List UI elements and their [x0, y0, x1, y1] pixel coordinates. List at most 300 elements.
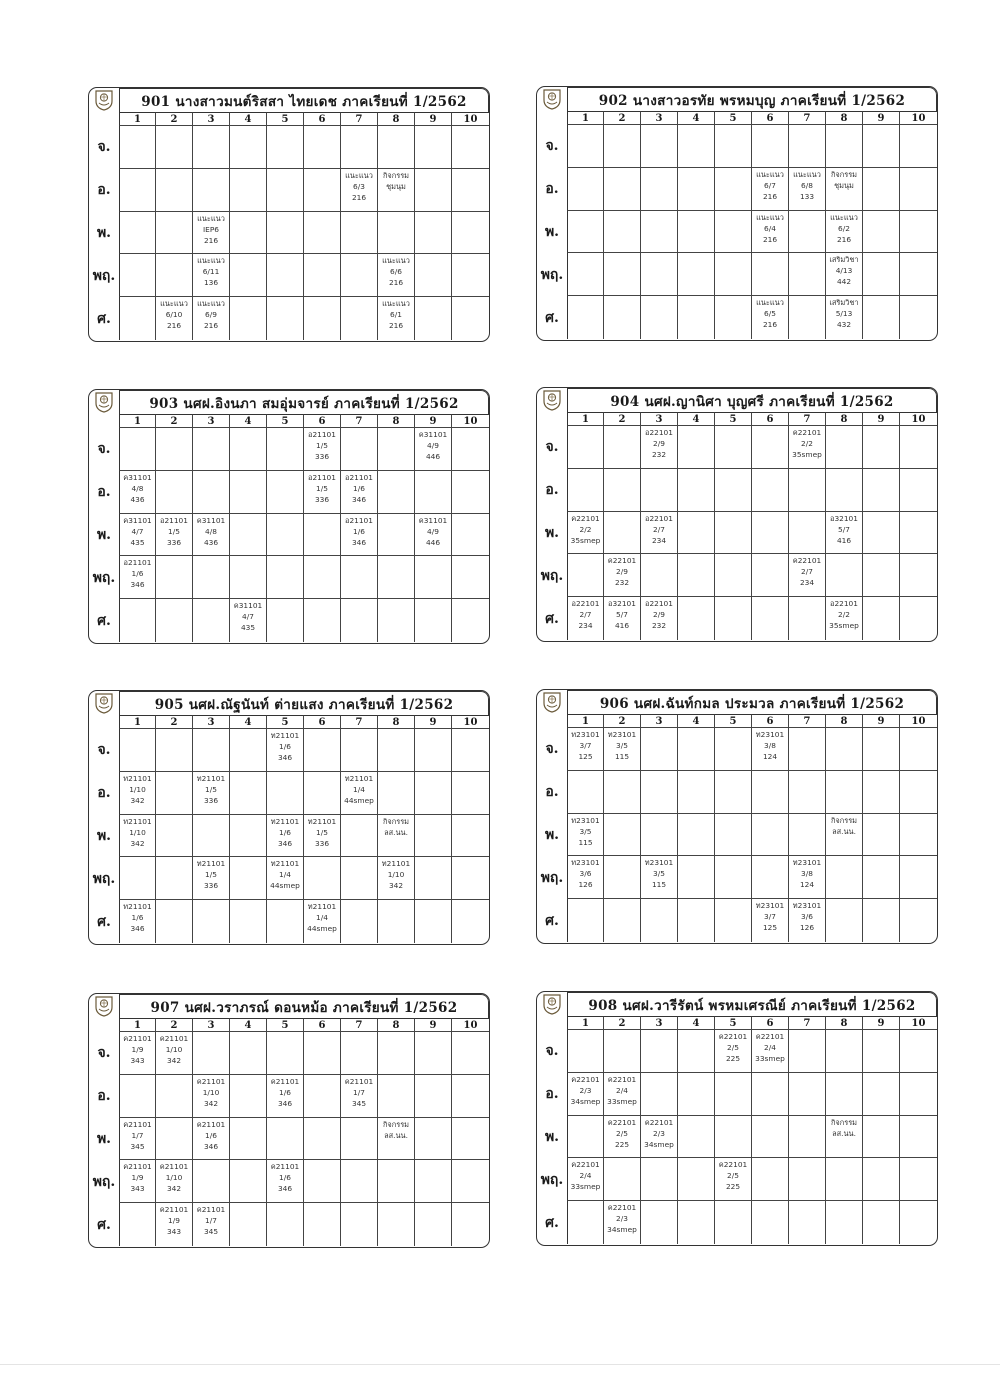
schedule-cell	[641, 296, 678, 339]
schedule-cell	[567, 512, 604, 555]
schedule-cell	[863, 597, 900, 640]
schedule-cell	[900, 1073, 937, 1116]
cell-line: 2/4	[579, 1171, 592, 1181]
schedule-cell	[304, 729, 341, 772]
schedule-cell	[641, 554, 678, 597]
day-label: พฤ.	[540, 1171, 564, 1188]
schedule-cell	[267, 900, 304, 943]
schedule-cell	[452, 126, 489, 169]
cell-line: ท21101	[123, 773, 152, 783]
schedule-cell	[304, 857, 341, 900]
cell-line: 6/6	[390, 267, 402, 277]
schedule-cell	[341, 556, 378, 599]
cell-line: 126	[799, 923, 815, 933]
day-label: พ.	[544, 1128, 560, 1145]
period-header: 3	[193, 1018, 230, 1032]
cell-line: ค22101	[718, 1160, 748, 1170]
cell-line: 126	[578, 880, 593, 890]
cell-line: 346	[277, 1098, 293, 1108]
schedule-cell	[193, 126, 230, 169]
schedule-cell	[604, 1073, 641, 1116]
cell-line: ค22101	[644, 1117, 674, 1127]
schedule-cell	[826, 856, 863, 899]
day-label: อ.	[545, 784, 559, 801]
schedule-cell	[826, 899, 863, 942]
cell-line: ค21101	[159, 1034, 189, 1043]
schedule-cell	[826, 1158, 863, 1201]
schedule-cell	[678, 296, 715, 339]
schedule-cell	[678, 1030, 715, 1073]
schedule-cell	[604, 1158, 641, 1201]
cell-line: 342	[166, 1184, 182, 1194]
schedule-cell	[341, 471, 378, 514]
schedule-cell	[604, 211, 641, 254]
schedule-cell	[119, 900, 156, 943]
school-emblem-icon	[92, 994, 116, 1018]
schedule-cell	[826, 211, 863, 254]
schedule-cell	[230, 900, 267, 943]
cell-line: 2/7	[653, 524, 665, 534]
schedule-cell	[678, 211, 715, 254]
schedule-cell	[304, 772, 341, 815]
day-label: ศ.	[545, 1214, 559, 1231]
cell-line: ท23101	[571, 815, 600, 825]
cell-line: ท23101	[755, 901, 785, 911]
schedule-cell	[678, 899, 715, 942]
schedule-cell	[415, 857, 452, 900]
cell-line: 216	[762, 234, 778, 244]
cell-line: 1/7	[353, 1087, 365, 1097]
schedule-cell	[604, 771, 641, 814]
day-label: จ.	[545, 138, 559, 155]
schedule-cell	[678, 168, 715, 211]
schedule-cell	[604, 426, 641, 469]
period-header: 4	[678, 412, 715, 426]
schedule-cell	[789, 168, 826, 211]
cell-line: ท21101	[381, 859, 411, 869]
cell-line: 1/5	[316, 483, 328, 493]
cell-line: 6/2	[838, 223, 850, 233]
schedule-cell	[193, 297, 230, 340]
schedule-cell	[230, 1160, 267, 1203]
cell-line: 115	[651, 880, 667, 890]
schedule-cell	[156, 1118, 193, 1161]
schedule-cell	[715, 211, 752, 254]
schedule-cell	[193, 254, 230, 297]
cell-line: 35smep	[570, 535, 601, 545]
schedule-cell	[641, 771, 678, 814]
day-label: ศ.	[97, 612, 111, 629]
day-label: พ.	[96, 827, 112, 844]
emblem	[537, 87, 567, 111]
cell-line: ท21101	[270, 731, 300, 740]
schedule-cell	[863, 426, 900, 469]
schedule-cell	[378, 900, 415, 943]
schedule-cell	[378, 857, 415, 900]
period-header: 6	[752, 1016, 789, 1030]
cell-line: ค21101	[159, 1162, 189, 1172]
schedule-cell	[752, 1030, 789, 1073]
schedule-cell	[156, 169, 193, 212]
cell-line: 1/6	[353, 526, 365, 536]
schedule-cell	[789, 469, 826, 512]
schedule-cell	[863, 814, 900, 857]
schedule-cell	[567, 253, 604, 296]
schedule-cell	[341, 729, 378, 772]
cell-line: 3/5	[579, 826, 592, 836]
schedule-cell	[826, 554, 863, 597]
schedule-cell	[156, 1075, 193, 1118]
schedule-cell	[863, 1030, 900, 1073]
schedule-cell	[267, 169, 304, 212]
schedule-cell	[415, 900, 452, 943]
schedule-cell	[452, 1118, 489, 1161]
schedule-cell	[193, 772, 230, 815]
schedule-cell	[341, 1203, 378, 1246]
schedule-cell	[715, 253, 752, 296]
cell-line: 336	[166, 537, 182, 547]
cell-line: 346	[277, 1184, 293, 1194]
school-emblem-icon	[92, 390, 116, 414]
schedule-cell	[567, 554, 604, 597]
schedule-cell	[826, 168, 863, 211]
schedule-cell	[752, 253, 789, 296]
schedule-cell	[863, 1116, 900, 1159]
period-header: 10	[900, 1016, 937, 1030]
schedule-cell	[230, 1118, 267, 1161]
cell-line: ท21101	[344, 773, 374, 783]
cell-line: 3/8	[801, 869, 813, 879]
schedule-cell	[752, 899, 789, 942]
schedule-cell	[378, 1075, 415, 1118]
schedule-cell	[567, 125, 604, 168]
schedule-cell	[604, 554, 641, 597]
schedule-cell	[267, 815, 304, 858]
schedule-cell	[341, 1032, 378, 1075]
schedule-cell	[641, 728, 678, 771]
cell-line: 2/9	[653, 610, 665, 620]
period-header: 3	[193, 414, 230, 428]
schedule-cell	[641, 426, 678, 469]
day-label: พฤ.	[92, 870, 116, 887]
schedule-cell	[378, 1160, 415, 1203]
schedule-cell	[156, 772, 193, 815]
schedule-cell	[156, 297, 193, 340]
cell-line: 6/5	[764, 309, 776, 319]
card-title: 907 นศฝ.วราภรณ์ ดอนหม้อ ภาคเรียนที่ 1/2562	[119, 994, 489, 1018]
schedule-cell	[641, 168, 678, 211]
day-label: อ.	[545, 1086, 559, 1103]
schedule-cell	[156, 815, 193, 858]
schedule-cell	[193, 815, 230, 858]
schedule-cell	[789, 125, 826, 168]
day-label: พฤ.	[540, 869, 564, 886]
schedule-cell	[567, 597, 604, 640]
schedule-cell	[304, 815, 341, 858]
day-label: อ.	[97, 182, 111, 199]
cell-line: อ32101	[830, 513, 858, 523]
cell-line: 232	[651, 621, 667, 631]
schedule-cell	[752, 1201, 789, 1244]
schedule-cell	[341, 1160, 378, 1203]
schedule-cell	[452, 772, 489, 815]
cell-line: ท21101	[307, 816, 337, 826]
schedule-cell	[341, 857, 378, 900]
schedule-cell	[341, 428, 378, 471]
period-header: 7	[789, 111, 826, 125]
schedule-cell	[715, 1201, 752, 1244]
cell-line: 232	[614, 578, 630, 588]
schedule-cell	[678, 469, 715, 512]
schedule-cell	[156, 599, 193, 642]
schedule-cell	[567, 1201, 604, 1244]
schedule-cell	[715, 1116, 752, 1159]
cell-line: 44smep	[307, 924, 337, 934]
day-label: จ.	[545, 1043, 559, 1060]
schedule-cell	[752, 211, 789, 254]
cell-line: 216	[762, 320, 778, 330]
schedule-cell	[378, 514, 415, 557]
day-label: ศ.	[545, 912, 559, 929]
schedule-cell	[267, 857, 304, 900]
period-header: 3	[641, 714, 678, 728]
cell-line: 342	[203, 1098, 219, 1108]
cell-line: 416	[836, 535, 852, 545]
day-label: พฤ.	[92, 1173, 116, 1190]
schedule-cell	[678, 1073, 715, 1116]
schedule-cell	[304, 254, 341, 297]
day-label: จ.	[545, 439, 559, 456]
schedule-cell	[604, 1030, 641, 1073]
day-label: อ.	[97, 785, 111, 802]
period-header: 9	[415, 1018, 452, 1032]
cell-line: 1/6	[131, 569, 144, 579]
cell-line: ค22101	[607, 1203, 637, 1213]
cell-line: 2/9	[616, 567, 628, 577]
cell-line: ลส.นน.	[832, 1128, 856, 1138]
schedule-cell	[378, 1032, 415, 1075]
schedule-cell	[378, 1203, 415, 1246]
schedule-cell	[267, 428, 304, 471]
cell-line: 225	[614, 1139, 630, 1149]
schedule-cell	[452, 169, 489, 212]
schedule-cell	[567, 1030, 604, 1073]
cell-line: 336	[314, 838, 330, 848]
schedule-cell	[156, 900, 193, 943]
period-header: 3	[641, 111, 678, 125]
schedule-cell	[267, 599, 304, 642]
schedule-cell	[900, 1030, 937, 1073]
cell-line: 34smep	[570, 1096, 601, 1106]
schedule-cell	[900, 1116, 937, 1159]
day-label: จ.	[97, 742, 111, 759]
schedule-cell	[378, 126, 415, 169]
schedule-cell	[715, 426, 752, 469]
cell-line: 1/6	[353, 483, 365, 493]
cell-line: 1/9	[131, 1173, 144, 1183]
schedule-cell	[715, 597, 752, 640]
cell-line: 1/10	[165, 1045, 183, 1054]
schedule-cell	[304, 297, 341, 340]
emblem	[89, 691, 119, 715]
emblem	[89, 994, 119, 1018]
schedule-cell	[715, 512, 752, 555]
period-header: 7	[341, 1018, 378, 1032]
period-header: 4	[230, 112, 267, 126]
schedule-cell	[156, 126, 193, 169]
cell-line: 336	[203, 881, 219, 891]
schedule-cell	[641, 469, 678, 512]
schedule-cell	[900, 728, 937, 771]
cell-line: 432	[836, 320, 852, 330]
cell-line: ลส.นน.	[832, 826, 856, 836]
schedule-cell	[267, 1032, 304, 1075]
schedule-cell	[119, 471, 156, 514]
schedule-cell	[378, 471, 415, 514]
schedule-cell	[752, 1158, 789, 1201]
schedule-cell	[193, 514, 230, 557]
cell-line: 1/5	[168, 526, 180, 536]
schedule-cell	[678, 814, 715, 857]
period-header: 4	[230, 1018, 267, 1032]
cell-line: แนะแนว	[382, 299, 410, 309]
period-header: 1	[567, 111, 604, 125]
cell-line: เสริมวิชา	[829, 255, 859, 265]
period-header: 10	[452, 715, 489, 729]
schedule-cell	[193, 428, 230, 471]
schedule-cell	[230, 471, 267, 514]
schedule-cell	[452, 297, 489, 340]
cell-line: 336	[314, 452, 330, 461]
schedule-cell	[641, 899, 678, 942]
cell-line: 2/3	[579, 1085, 592, 1095]
schedule-cell	[304, 126, 341, 169]
schedule-cell	[641, 856, 678, 899]
schedule-cell	[378, 815, 415, 858]
cell-line: 232	[651, 450, 667, 459]
cell-line: 1/6	[279, 742, 291, 751]
schedule-cell	[452, 514, 489, 557]
cell-line: 2/5	[616, 1128, 628, 1138]
cell-line: 136	[203, 278, 219, 288]
cell-line: ค22101	[792, 428, 822, 437]
day-label: พฤ.	[92, 569, 116, 586]
schedule-cell	[267, 471, 304, 514]
cell-line: แนะแนว	[830, 212, 858, 222]
schedule-cell	[267, 212, 304, 255]
schedule-cell	[826, 1201, 863, 1244]
schedule-cell	[119, 772, 156, 815]
cell-line: 336	[314, 494, 330, 504]
schedule-cell	[678, 856, 715, 899]
schedule-cell	[604, 597, 641, 640]
schedule-cell	[119, 1203, 156, 1246]
schedule-cell	[230, 556, 267, 599]
cell-line: ค31101	[196, 515, 226, 525]
schedule-cell	[415, 126, 452, 169]
cell-line: ท23101	[755, 730, 785, 739]
schedule-cell	[267, 772, 304, 815]
schedule-cell	[678, 253, 715, 296]
schedule-cell	[752, 728, 789, 771]
period-header: 3	[193, 112, 230, 126]
schedule-cell	[415, 1203, 452, 1246]
schedule-cell	[341, 1118, 378, 1161]
schedule-cell	[119, 729, 156, 772]
schedule-cell	[900, 597, 937, 640]
cell-line: ค21101	[270, 1076, 300, 1086]
day-label: อ.	[97, 1088, 111, 1105]
cell-line: 35smep	[792, 450, 822, 459]
schedule-cell	[415, 1118, 452, 1161]
schedule-cell	[789, 512, 826, 555]
cell-line: ค31101	[418, 430, 448, 439]
card-title: 905 นศฝ.ณัฐนันท์ ต่ายแสง ภาคเรียนที่ 1/2562	[119, 691, 489, 715]
cell-line: 345	[130, 1141, 145, 1151]
schedule-cell	[900, 856, 937, 899]
schedule-cell	[678, 426, 715, 469]
schedule-cell	[156, 1032, 193, 1075]
schedule-cell	[230, 1203, 267, 1246]
schedule-cell	[826, 296, 863, 339]
period-header: 5	[267, 414, 304, 428]
cell-line: ค22101	[571, 1074, 600, 1084]
schedule-cell	[415, 471, 452, 514]
day-label: พ.	[96, 224, 112, 241]
school-emblem-icon	[540, 388, 564, 412]
schedule-cell	[119, 1118, 156, 1161]
schedule-cell	[193, 900, 230, 943]
schedule-cell	[156, 514, 193, 557]
cell-line: 5/7	[838, 524, 850, 534]
cell-line: 216	[203, 235, 219, 245]
cell-line: 4/7	[131, 526, 144, 536]
schedule-cell	[378, 599, 415, 642]
day-label: ศ.	[545, 309, 559, 326]
cell-line: 44smep	[344, 795, 374, 805]
schedule-cell	[567, 211, 604, 254]
schedule-cell	[752, 856, 789, 899]
cell-line: ค21101	[270, 1162, 300, 1172]
period-header: 6	[752, 412, 789, 426]
cell-line: 1/6	[279, 1087, 291, 1097]
cell-line: 234	[651, 535, 667, 545]
schedule-cell	[230, 599, 267, 642]
cell-line: 6/8	[801, 180, 813, 190]
schedule-cell	[267, 1075, 304, 1118]
emblem	[89, 88, 119, 112]
schedule-cell	[604, 899, 641, 942]
period-header: 5	[715, 111, 752, 125]
schedule-cell	[156, 212, 193, 255]
cell-line: แนะแนว	[382, 256, 410, 266]
schedule-cell	[378, 1118, 415, 1161]
schedule-cell	[604, 1201, 641, 1244]
period-header: 6	[752, 111, 789, 125]
day-label: พฤ.	[92, 267, 116, 284]
school-emblem-icon	[92, 88, 116, 112]
cell-line: 342	[130, 795, 145, 805]
cell-line: 1/10	[129, 827, 146, 837]
cell-line: 33smep	[570, 1182, 601, 1192]
schedule-cell	[715, 1030, 752, 1073]
schedule-cell	[341, 254, 378, 297]
period-header: 1	[567, 714, 604, 728]
schedule-cell	[678, 728, 715, 771]
cell-line: กิจกรรม	[382, 170, 410, 180]
period-header: 7	[789, 1016, 826, 1030]
schedule-cell	[230, 1075, 267, 1118]
